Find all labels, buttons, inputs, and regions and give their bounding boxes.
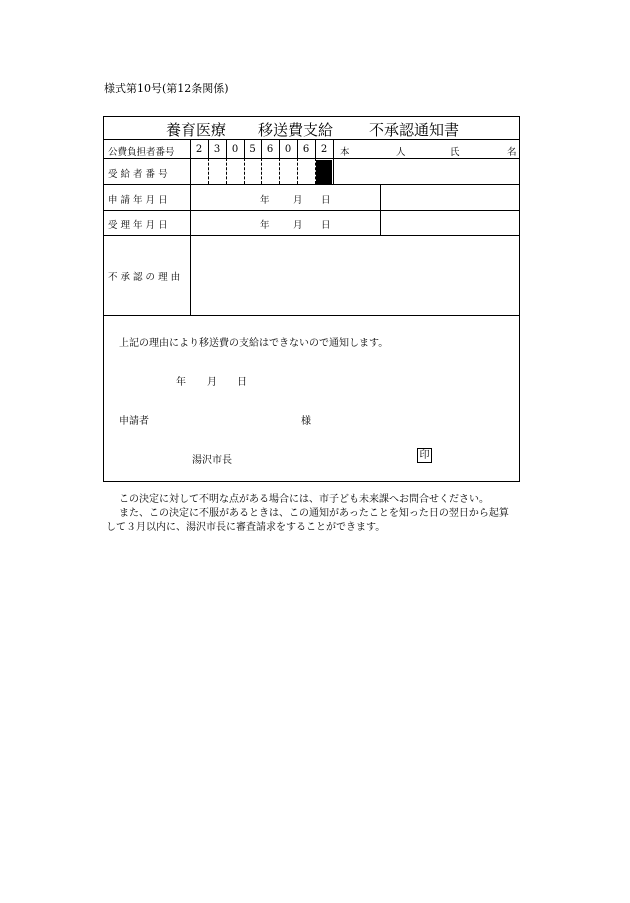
receive-date-day: 日 <box>321 220 331 231</box>
payer-digit: 3 <box>213 144 221 155</box>
payer-digit: 0 <box>231 144 239 155</box>
digit-divider <box>226 158 227 184</box>
apply-date-day: 日 <box>321 195 331 206</box>
payer-digit: 5 <box>249 144 256 155</box>
note-line-2: また、この決定に不服があるときは、この通知があったことを知った日の翌日から起算 <box>119 508 509 519</box>
check-digit-box <box>316 160 332 184</box>
digit-divider <box>261 158 262 184</box>
recipient-number-label: 受 給 者 番 号 <box>108 169 168 180</box>
apply-date-month: 月 <box>293 195 303 206</box>
digit-divider <box>333 139 334 184</box>
digit-divider <box>279 158 280 184</box>
notice-date-day: 日 <box>237 377 247 388</box>
applicant-label: 申請者 <box>119 416 149 427</box>
note-line-1: この決定に対して不明な点がある場合には、市子ども未来課へお問合せください。 <box>119 494 489 505</box>
row-divider <box>104 235 519 236</box>
honorific: 様 <box>301 416 311 427</box>
person-name-label: 人 <box>396 147 406 158</box>
receive-date-label: 受 理 年 月 日 <box>108 220 168 231</box>
payer-number-label: 公費負担者番号 <box>108 147 175 158</box>
mayor-name: 湯沢市長 <box>192 455 232 466</box>
form-title <box>104 117 519 140</box>
payer-digit: 0 <box>284 144 292 155</box>
label-column-divider <box>190 139 191 315</box>
person-name-label: 本 <box>340 147 350 158</box>
notice-statement: 上記の理由により移送費の支給はできないので通知します。 <box>119 338 389 349</box>
receive-date-year: 年 <box>260 220 270 231</box>
person-name-label: 氏 <box>450 147 460 158</box>
seal-mark: 印 <box>417 448 432 463</box>
receive-date-month: 月 <box>293 220 303 231</box>
notice-form <box>103 116 520 482</box>
row-divider <box>104 210 519 211</box>
apply-date-year: 年 <box>260 195 270 206</box>
digit-divider <box>208 158 209 184</box>
digit-divider <box>297 158 298 184</box>
person-name-label: 名 <box>507 147 517 158</box>
payer-digit: 6 <box>266 144 274 155</box>
title-part-3: 不承認通知書 <box>369 121 460 139</box>
digit-divider <box>244 158 245 184</box>
date-column-divider <box>380 184 381 235</box>
payer-digit: 6 <box>302 144 310 155</box>
note-line-3: して３月以内に、湯沢市長に審査請求をすることができます。 <box>106 522 386 533</box>
form-number: 様式第10号(第12条関係) <box>104 82 229 95</box>
row-divider <box>104 184 519 185</box>
payer-digit: 2 <box>195 144 203 155</box>
row-divider <box>104 158 519 159</box>
notice-date-month: 月 <box>207 377 217 388</box>
title-part-1: 養育医療 <box>166 121 227 139</box>
apply-date-label: 申 請 年 月 日 <box>108 195 168 206</box>
title-part-2: 移送費支給 <box>258 121 334 139</box>
payer-digit: 2 <box>320 144 328 155</box>
notice-date-year: 年 <box>176 377 186 388</box>
reason-label: 不 承 認 の 理 由 <box>108 272 181 283</box>
row-divider <box>104 315 519 316</box>
